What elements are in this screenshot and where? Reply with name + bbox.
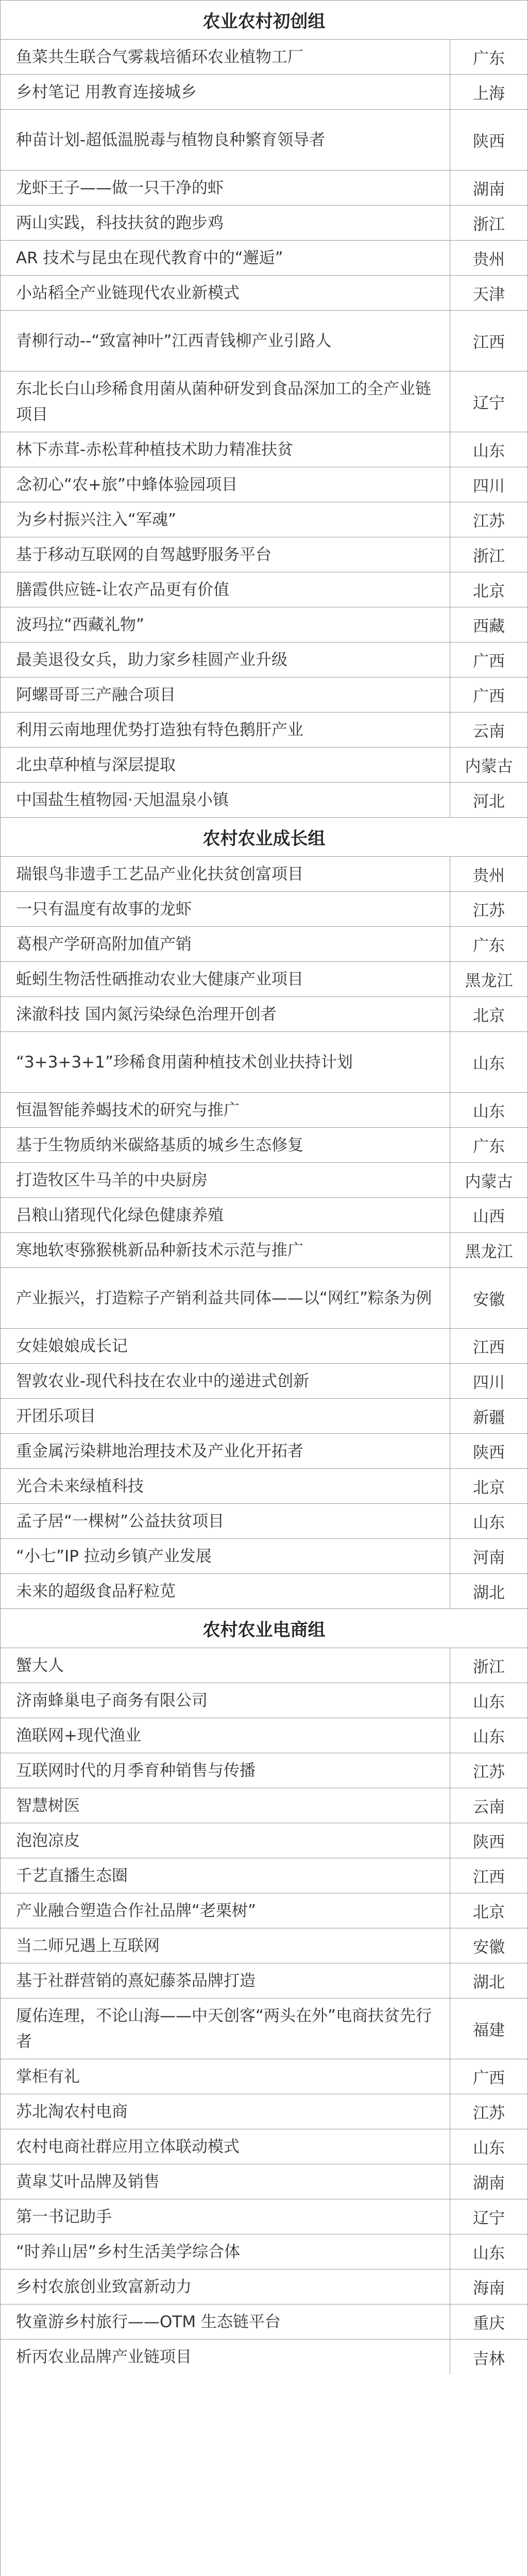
project-region: 江苏 [473,512,505,531]
table-row [1,1893,527,1928]
table-row [1,962,527,997]
table-row [1,572,527,607]
project-region: 云南 [473,722,505,741]
project-name: “时养山居”乡村生活美学综合体 [1,2234,450,2269]
project-name: 智慧树医 [1,1788,450,1823]
project-region: 海南 [473,2279,505,2298]
project-region: 陕西 [473,1833,505,1852]
project-name: 产业振兴，打造粽子产销利益共同体——以“网红”粽条为例 [1,1268,450,1328]
project-region: 湖南 [473,180,505,199]
project-name: 当二师兄遇上互联网 [1,1928,450,1963]
project-region: 西藏 [473,617,505,636]
table-row [1,713,527,748]
project-name: 基于社群营销的熹妃藤茶品牌打造 [1,1963,450,1998]
project-region: 安徽 [473,1938,505,1957]
project-region: 山东 [473,1728,505,1747]
project-name: 涞澈科技 国内氮污染绿色治理开创者 [1,997,450,1031]
section-title: 农村农业电商组 [1,1609,527,1648]
table-row [1,1753,527,1788]
project-region: 四川 [473,477,505,496]
project-region: 贵州 [473,867,505,885]
table-row [1,1032,527,1093]
table-row [1,748,527,783]
table-row [1,1163,527,1198]
project-region: 北京 [473,1479,505,1497]
table-row [1,1399,527,1434]
project-region: 北京 [473,1903,505,1922]
table-row [1,537,527,572]
table-row [1,2199,527,2234]
table-row [1,1504,527,1539]
project-name: 乡村笔记 用教育连接城乡 [1,75,450,109]
project-region: 广西 [473,2069,505,2088]
project-name: 第一书记助手 [1,2199,450,2234]
project-name: 北虫草种植与深层提取 [1,748,450,782]
project-name: “3+3+3+1”珍稀食用菌种植技术创业扶持计划 [1,1032,450,1092]
table-row [1,1963,527,1998]
project-region: 北京 [473,1007,505,1025]
project-name: 种苗计划-超低温脱毒与植物良种繁育领导者 [1,110,450,170]
table-row [1,1574,527,1609]
project-name: 产业融合塑造合作社品牌“老栗树” [1,1893,450,1928]
project-name: “小七”IP 拉动乡镇产业发展 [1,1539,450,1573]
project-region: 天津 [473,285,505,304]
project-region: 广西 [473,652,505,671]
project-region: 山东 [473,442,505,461]
project-name: 孟子居“一棵树”公益扶贫项目 [1,1504,450,1538]
table-row [1,1998,527,2059]
project-name: 互联网时代的月季育种销售与传播 [1,1753,450,1788]
project-region: 贵州 [473,250,505,269]
project-region: 湖北 [473,1584,505,1602]
project-region: 湖北 [473,1973,505,1992]
project-region: 重庆 [473,2314,505,2333]
table-row [1,241,527,276]
table-row [1,1788,527,1823]
project-name: 乡村农旅创业致富新动力 [1,2269,450,2304]
project-name: 苏北淘农村电商 [1,2094,450,2129]
project-region: 江西 [473,1868,505,1887]
project-region: 新疆 [473,1409,505,1427]
table-row [1,206,527,241]
table-row [1,502,527,537]
project-region: 北京 [473,582,505,601]
project-region: 广西 [473,687,505,706]
project-name: 膳霞供应链-让农产品更有价值 [1,572,450,607]
table-row [1,2269,527,2304]
table-row [1,432,527,467]
table-row [1,311,527,371]
project-name: 重金属污染耕地治理技术及产业化开拓者 [1,1434,450,1468]
project-name: 东北长白山珍稀食用菌从菌种研发到食品深加工的全产业链项目 [1,371,450,432]
project-name: 恒温智能养蝎技术的研究与推广 [1,1093,450,1127]
project-region: 江苏 [473,2104,505,2123]
project-name: 两山实践，科技扶贫的跑步鸡 [1,206,450,240]
project-region: 黑龙江 [465,972,513,990]
project-name: 利用云南地理优势打造独有特色鹅肝产业 [1,713,450,747]
project-name: 开团乐项目 [1,1399,450,1433]
table-row [1,2234,527,2269]
project-name: 泡泡凉皮 [1,1823,450,1858]
table-row [1,1718,527,1753]
project-name: 最美退役女兵，助力家乡桂圆产业升级 [1,642,450,677]
table-row [1,110,527,171]
project-region: 陕西 [473,1444,505,1462]
project-name: 光合未来绿植科技 [1,1469,450,1503]
project-region: 江苏 [473,902,505,920]
project-region: 山东 [473,1693,505,1711]
project-name: 智敦农业-现代科技在农业中的递进式创新 [1,1364,450,1398]
table-row [1,927,527,962]
table-row [1,857,527,892]
project-name: AR 技术与昆虫在现代教育中的“邂逅” [1,241,450,275]
table-row [1,1539,527,1574]
table-row [1,997,527,1032]
project-name: 未来的超级食品籽粒苋 [1,1574,450,1608]
project-name: 波玛拉“西藏礼物” [1,607,450,642]
project-name: 厦佑连理，不论山海——中天创客“两头在外”电商扶贫先行者 [1,1998,450,2059]
table-row [1,2340,527,2375]
table-row [1,642,527,677]
project-name: 基于生物质纳米碳絡基质的城乡生态修复 [1,1128,450,1162]
table-row [1,75,527,110]
table-row [1,371,527,432]
project-region: 浙江 [473,547,505,566]
project-region: 福建 [473,2021,505,2040]
project-region: 广东 [473,49,505,68]
table-row [1,276,527,311]
project-name: 济南蜂巢电子商务有限公司 [1,1683,450,1718]
project-name: 打造牧区牛马羊的中央厨房 [1,1163,450,1197]
section-title: 农村农业成长组 [1,818,527,857]
project-region: 山东 [473,1514,505,1532]
table-row [1,2304,527,2340]
project-region: 浙江 [473,1658,505,1676]
table-row [1,171,527,206]
table-row [1,1823,527,1858]
project-name: 小站稻全产业链现代农业新模式 [1,276,450,310]
table-row [1,1198,527,1233]
project-region: 广东 [473,1138,505,1156]
project-region: 黑龙江 [465,1243,513,1261]
project-name: 渔联网+现代渔业 [1,1718,450,1753]
project-region: 江西 [473,1338,505,1357]
project-name: 析丙农业品牌产业链项目 [1,2340,450,2375]
project-region: 内蒙古 [465,757,513,776]
table-row [1,1469,527,1504]
project-region: 浙江 [473,215,505,234]
project-region: 河南 [473,1549,505,1567]
project-region: 辽宁 [473,2209,505,2228]
table-row [1,2164,527,2199]
project-region: 吉林 [473,2349,505,2368]
project-region: 四川 [473,1374,505,1392]
project-region: 安徽 [473,1291,505,1309]
project-region: 湖南 [473,2174,505,2193]
table-row [1,1128,527,1163]
project-region: 山东 [473,2244,505,2263]
table-row [1,1434,527,1469]
project-name: 林下赤茸-赤松茸种植技术助力精准扶贫 [1,432,450,467]
table-row [1,1928,527,1963]
project-region: 广东 [473,937,505,955]
table-row [1,1093,527,1128]
project-region: 上海 [473,84,505,103]
project-name: 千艺直播生态圈 [1,1858,450,1893]
project-name: 阿螺哥哥三产融合项目 [1,677,450,712]
project-name: 基于移动互联网的自驾越野服务平台 [1,537,450,572]
table-row [1,1364,527,1399]
project-name: 龙虾王子——做一只干净的虾 [1,171,450,205]
table-row [1,783,527,818]
table-row [1,2129,527,2164]
table-row [1,677,527,713]
table-row [1,1233,527,1268]
project-region: 山东 [473,1055,505,1073]
project-name: 农村电商社群应用立体联动模式 [1,2129,450,2164]
project-name: 牧童游乡村旅行——OTM 生态链平台 [1,2304,450,2339]
project-name: 黄皐艾叶品牌及销售 [1,2164,450,2199]
table-row [1,1268,527,1329]
project-name: 吕粮山猪现代化绿色健康养殖 [1,1198,450,1232]
project-region: 江苏 [473,1763,505,1782]
project-region: 山东 [473,1103,505,1121]
table-row [1,40,527,75]
project-name: 鱼菜共生联合气雾栽培循环农业植物工厂 [1,40,450,74]
table-row [1,892,527,927]
section-title: 农业农村初创组 [1,1,527,40]
table-row [1,2059,527,2094]
table-row [1,1683,527,1718]
project-name: 女娃娘娘成长记 [1,1329,450,1363]
table-row [1,2094,527,2129]
project-name: 蟹大人 [1,1648,450,1683]
table-row [1,1648,527,1683]
project-region: 内蒙古 [465,1173,513,1191]
table-row [1,467,527,502]
table-row [1,1329,527,1364]
project-region: 江西 [473,333,505,352]
project-name: 掌柜有礼 [1,2059,450,2094]
project-name: 青柳行动--“致富神叶”江西青钱柳产业引路人 [1,311,450,371]
project-name: 一只有温度有故事的龙虾 [1,892,450,926]
project-region: 辽宁 [473,394,505,413]
project-region: 云南 [473,1798,505,1817]
table-row [1,1858,527,1893]
project-name: 葛根产学研高附加值产销 [1,927,450,961]
project-region: 山西 [473,1208,505,1226]
project-region: 山东 [473,2139,505,2158]
project-region: 河北 [473,792,505,811]
project-name: 瑞银鸟非遗手工艺品产业化扶贫创富项目 [1,857,450,891]
project-name: 中国盐生植物园·天旭温泉小镇 [1,783,450,817]
table-row [1,607,527,642]
project-name: 寒地软枣猕猴桃新品种新技术示范与推广 [1,1233,450,1267]
project-name: 为乡村振兴注入“军魂” [1,502,450,537]
project-name: 蚯蚓生物活性硒推动农业大健康产业项目 [1,962,450,996]
project-name: 念初心“农+旅”中蜂体验园项目 [1,467,450,502]
project-region: 陕西 [473,132,505,151]
